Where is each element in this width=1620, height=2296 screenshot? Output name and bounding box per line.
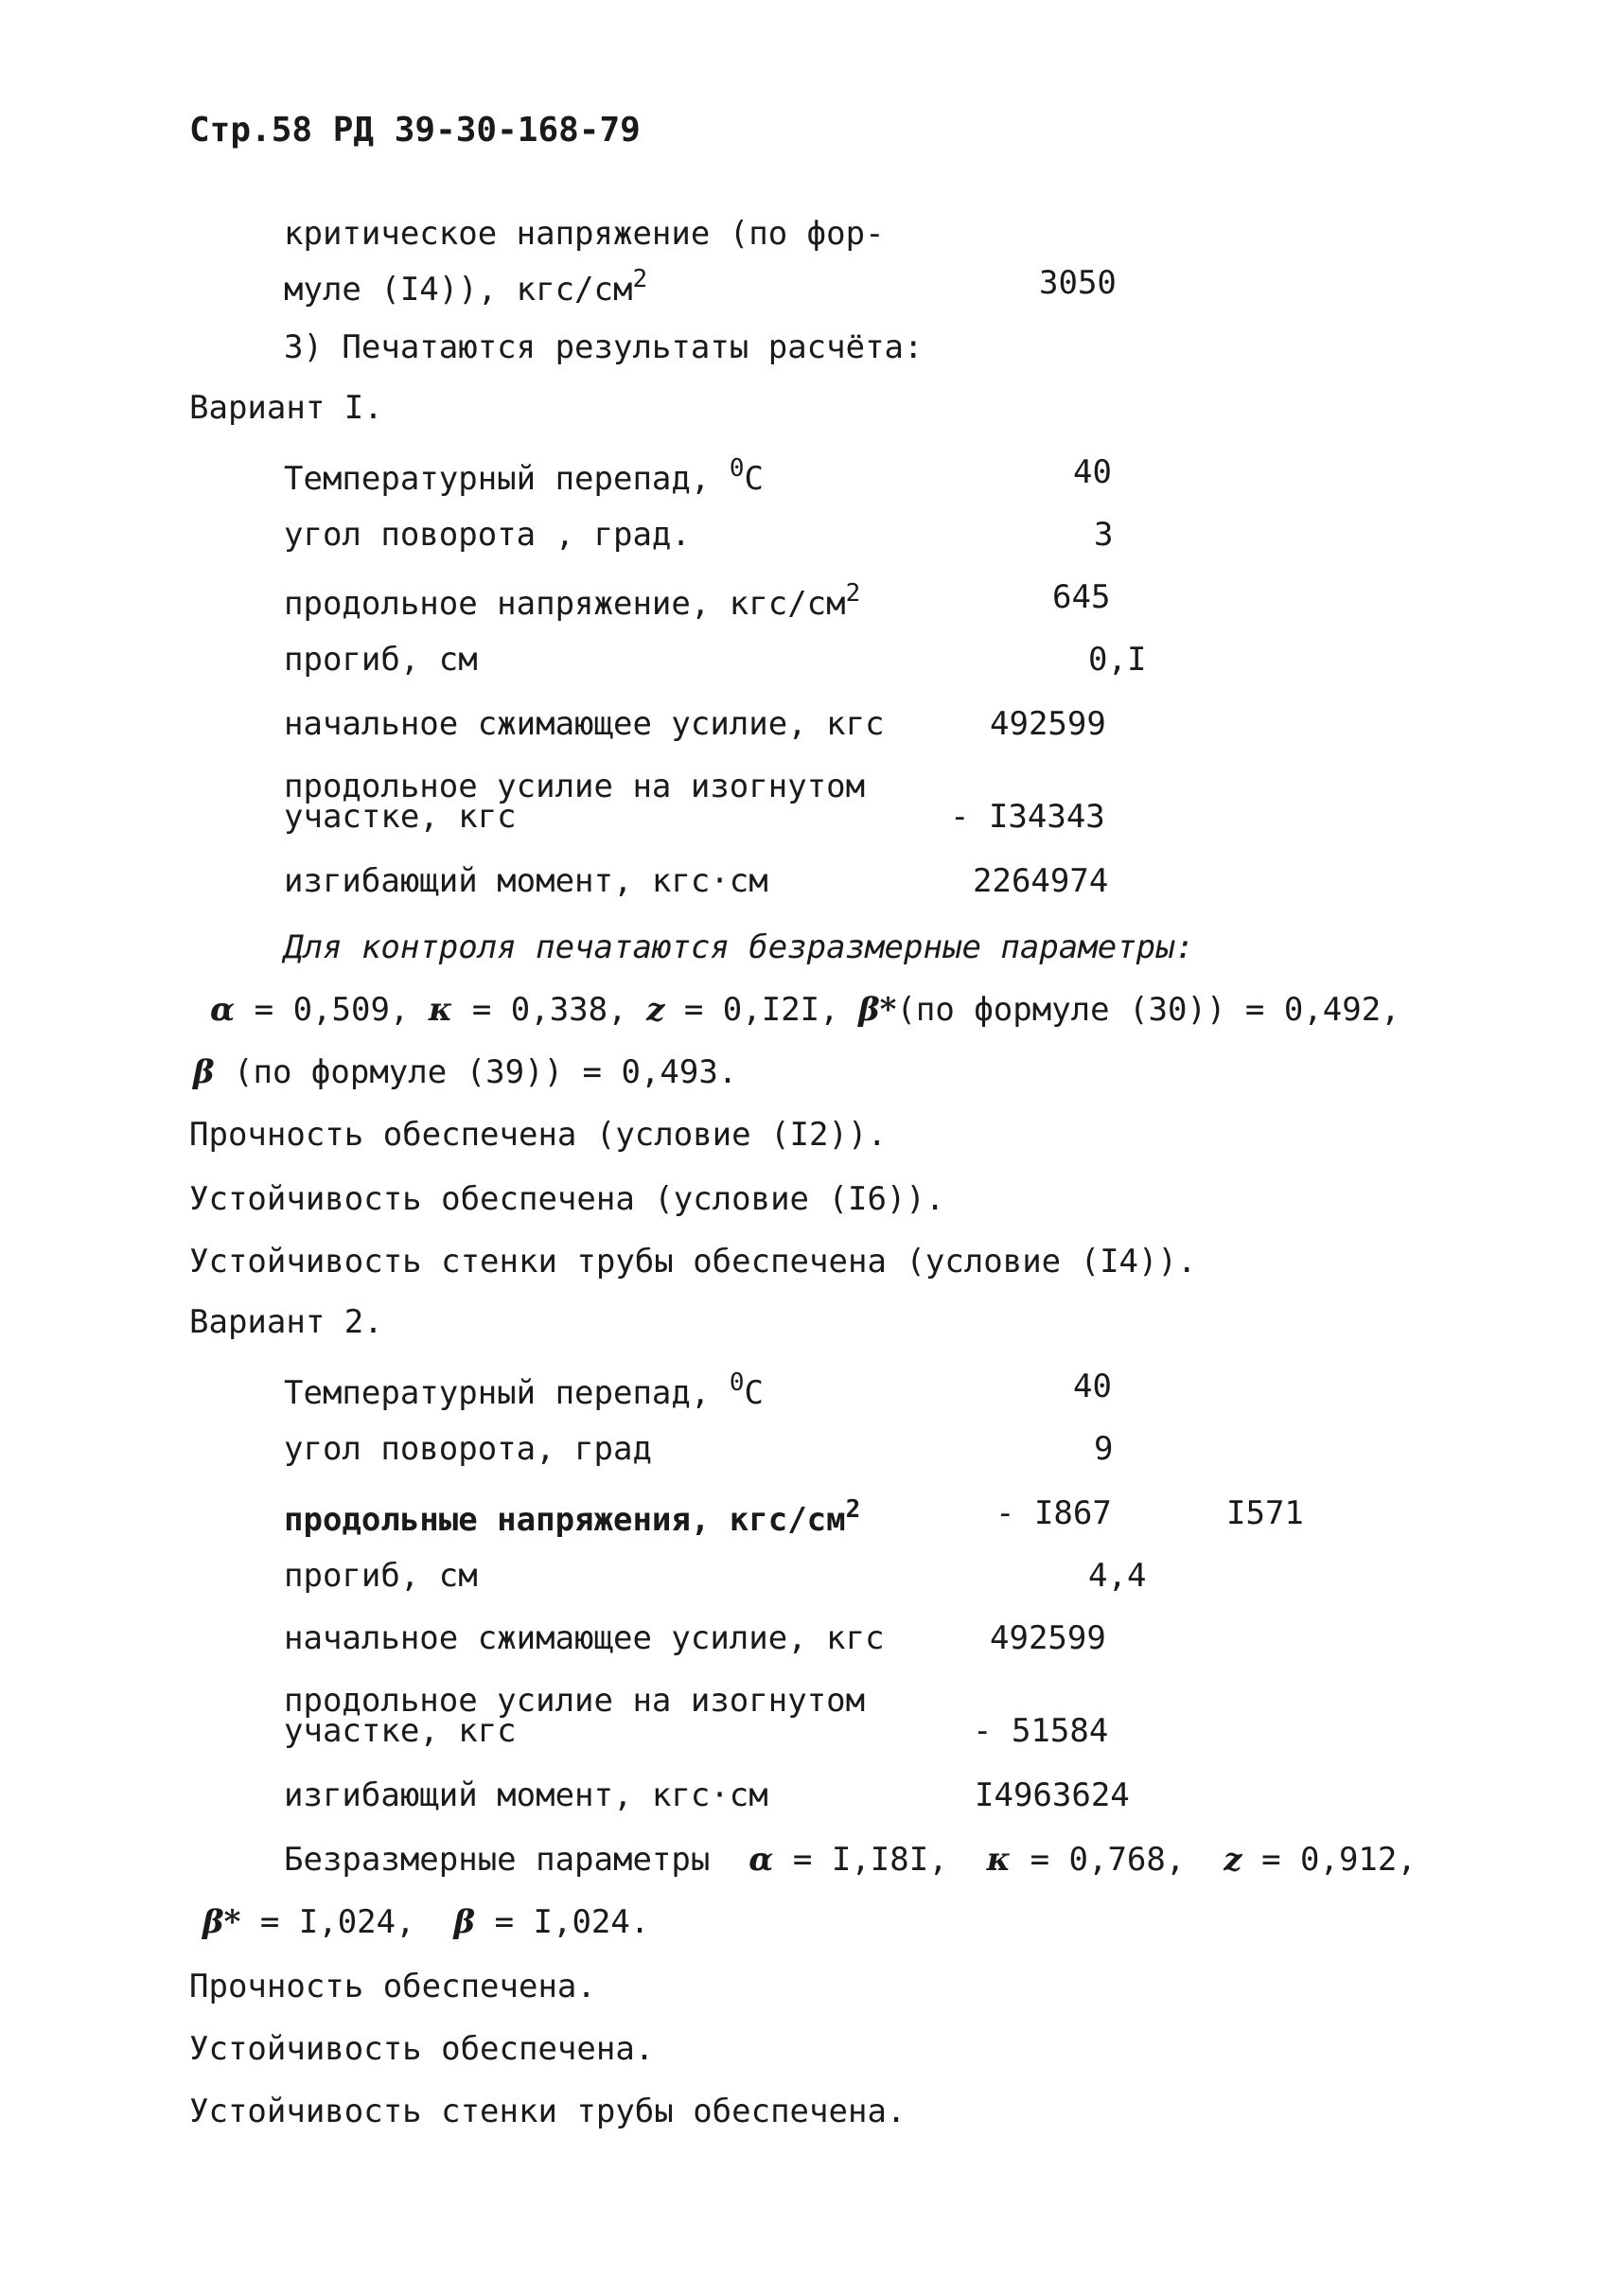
v1-row-moment-value: 2264974 [973, 862, 1109, 900]
v1-row-axial-force-label2: участке, кгс [284, 798, 517, 836]
v2-row-moment-label: изгибающий момент, кгс·см [284, 1776, 768, 1814]
v2-row-temp-value: 40 [1073, 1368, 1112, 1405]
v2-result-strength: Прочность обеспечена. [189, 1968, 596, 2005]
v1-row-stress-value: 645 [1052, 578, 1111, 616]
v2-params-line1: Безразмерные параметры α = I,I8I, κ = 0,768, z = 0,912, [284, 1841, 1417, 1879]
v2-row-axial-force-value: - 51584 [973, 1712, 1109, 1750]
variant1-title: Вариант I. [189, 389, 383, 427]
v1-row-axial-force-value: - I34343 [950, 798, 1105, 836]
intro-value: 3050 [1039, 264, 1117, 302]
z-symbol: z [1224, 1841, 1242, 1879]
v2-params-line2: β* = I,024, β = I,024. [202, 1903, 650, 1941]
v1-row-temp-label: Температурный перепад, $^0$С [284, 454, 764, 498]
page-header: Стр.58 РД 39-30-168-79 [189, 111, 641, 150]
v1-row-moment-label: изгибающий момент, кгс·см [284, 862, 768, 900]
v1-row-initial-force-label: начальное сжимающее усилие, кгс [284, 705, 885, 743]
alpha-symbol: α [748, 1841, 774, 1879]
v1-row-temp-value: 40 [1073, 453, 1112, 491]
v1-row-angle-label: угол поворота , град. [284, 516, 691, 554]
v2-row-deflection-label: прогиб, см [284, 1557, 478, 1595]
step3-heading: 3) Печатаются результаты расчёта: [284, 328, 924, 366]
v2-row-initial-force-value: 492599 [990, 1619, 1106, 1657]
v1-result-stability: Устойчивость обеспечена (условие (I6)). [189, 1180, 945, 1218]
beta-symbol: β [193, 1053, 215, 1091]
v2-row-stress-value: - I867 [995, 1494, 1112, 1532]
kappa-symbol: κ [428, 991, 453, 1029]
v1-control-heading: Для контроля печатаются безразмерные параметры: [284, 928, 1195, 966]
v1-params-line2: β (по формуле (39)) = 0,493. [193, 1053, 738, 1091]
z-symbol: z [646, 991, 665, 1029]
v1-row-angle-value: 3 [1094, 516, 1114, 554]
v1-result-strength: Прочность обеспечена (условие (I2)). [189, 1116, 887, 1154]
alpha-symbol: α [210, 991, 236, 1029]
v1-row-initial-force-value: 492599 [990, 705, 1106, 743]
v1-params-line1: α = 0,509, κ = 0,338, z = 0,I2I, β*(по формуле (30)) = 0,492, [210, 991, 1400, 1029]
v1-row-deflection-label: прогиб, см [284, 641, 478, 679]
beta-star-symbol: β* [202, 1903, 241, 1941]
beta-symbol: β [453, 1903, 476, 1941]
intro-line2: муле (I4)), кгс/$см^2$ [284, 265, 648, 309]
v2-result-wall-stability: Устойчивость стенки трубы обеспечена. [189, 2093, 907, 2130]
v2-row-axial-force-label2: участке, кгс [284, 1712, 517, 1750]
v2-row-angle-value: 9 [1094, 1430, 1114, 1468]
beta-star-symbol: β* [858, 991, 897, 1029]
v2-row-moment-value: I4963624 [975, 1776, 1130, 1814]
v2-row-initial-force-label: начальное сжимающее усилие, кгс [284, 1619, 885, 1657]
variant2-title: Вариант 2. [189, 1303, 383, 1341]
v2-row-stress-value2: I571 [1226, 1494, 1304, 1532]
v2-row-stress-label: продольные напряжения, кгс/$см^2$ [284, 1495, 861, 1539]
v2-row-deflection-value: 4,4 [1088, 1557, 1147, 1595]
kappa-symbol: κ [986, 1841, 1012, 1879]
v1-result-wall-stability: Устойчивость стенки трубы обеспечена (условие (I4)). [189, 1243, 1197, 1280]
intro-line1: критическое напряжение (по фор- [284, 215, 885, 253]
v1-row-stress-label: продольное напряжение, кгс/$см^2$ [284, 579, 861, 623]
v2-row-temp-label: Температурный перепад, $^0$С [284, 1369, 764, 1412]
v2-row-axial-force-label: продольное усилие на изогнутом [284, 1682, 866, 1720]
v2-row-angle-label: угол поворота, град [284, 1430, 652, 1468]
v1-row-axial-force-label: продольное усилие на изогнутом [284, 768, 866, 805]
v1-row-deflection-value: 0,I [1088, 641, 1147, 679]
v2-result-stability: Устойчивость обеспечена. [189, 2030, 655, 2068]
